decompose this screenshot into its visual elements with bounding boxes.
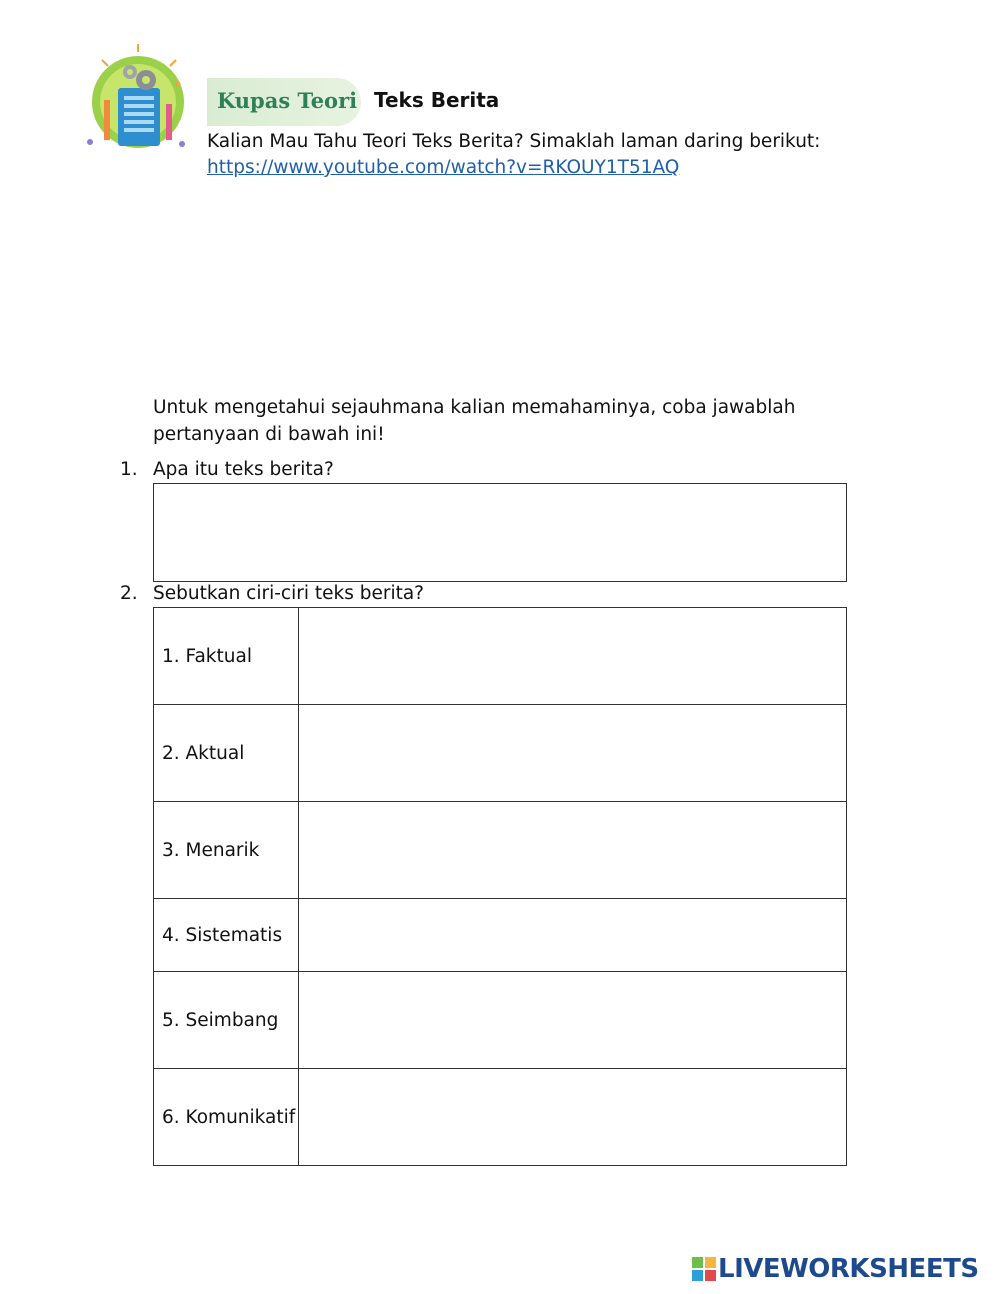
- brand-name: LIVEWORKSHEETS: [718, 1254, 979, 1284]
- feature-label: 6. Komunikatif: [154, 1069, 299, 1166]
- feature-label: 1. Faktual: [154, 608, 299, 705]
- feature-answer-field[interactable]: [299, 705, 847, 802]
- kupas-teori-illustration-icon: [80, 40, 192, 160]
- table-row: [154, 1069, 847, 1166]
- question-1-answer-field[interactable]: [153, 483, 847, 582]
- feature-label: 2. Aktual: [154, 705, 299, 802]
- liveworksheets-brand: [692, 1254, 979, 1284]
- question-2-text: Sebutkan ciri-ciri teks berita?: [153, 583, 424, 604]
- feature-answer-field[interactable]: [299, 972, 847, 1069]
- table-row: [154, 802, 847, 899]
- feature-answer-field[interactable]: [299, 608, 847, 705]
- feature-label: 4. Sistematis: [154, 899, 299, 972]
- instructions-line-1: Untuk mengetahui sejauhmana kalian memahaminya, coba jawablah: [153, 397, 796, 418]
- intro-text: Kalian Mau Tahu Teori Teks Berita? Simaklah laman daring berikut:: [207, 131, 821, 152]
- table-row: [154, 705, 847, 802]
- table-row: [154, 899, 847, 972]
- feature-label: 5. Seimbang: [154, 972, 299, 1069]
- instructions: [153, 394, 795, 448]
- question-2-number: 2.: [120, 583, 138, 604]
- question-1-number: 1.: [120, 459, 138, 480]
- liveworksheets-logo-icon: [692, 1257, 716, 1281]
- feature-answer-field[interactable]: [299, 899, 847, 972]
- table-row: [154, 972, 847, 1069]
- instructions-line-2: pertanyaan di bawah ini!: [153, 424, 385, 445]
- page-title: Teks Berita: [374, 88, 500, 112]
- features-table: [153, 607, 847, 1166]
- badge-label: Kupas Teori: [217, 88, 358, 113]
- feature-label: 3. Menarik: [154, 802, 299, 899]
- question-1-text: Apa itu teks berita?: [153, 459, 334, 480]
- youtube-link[interactable]: https://www.youtube.com/watch?v=RKOUY1T51AQ: [207, 157, 680, 178]
- table-row: [154, 608, 847, 705]
- feature-answer-field[interactable]: [299, 802, 847, 899]
- feature-answer-field[interactable]: [299, 1069, 847, 1166]
